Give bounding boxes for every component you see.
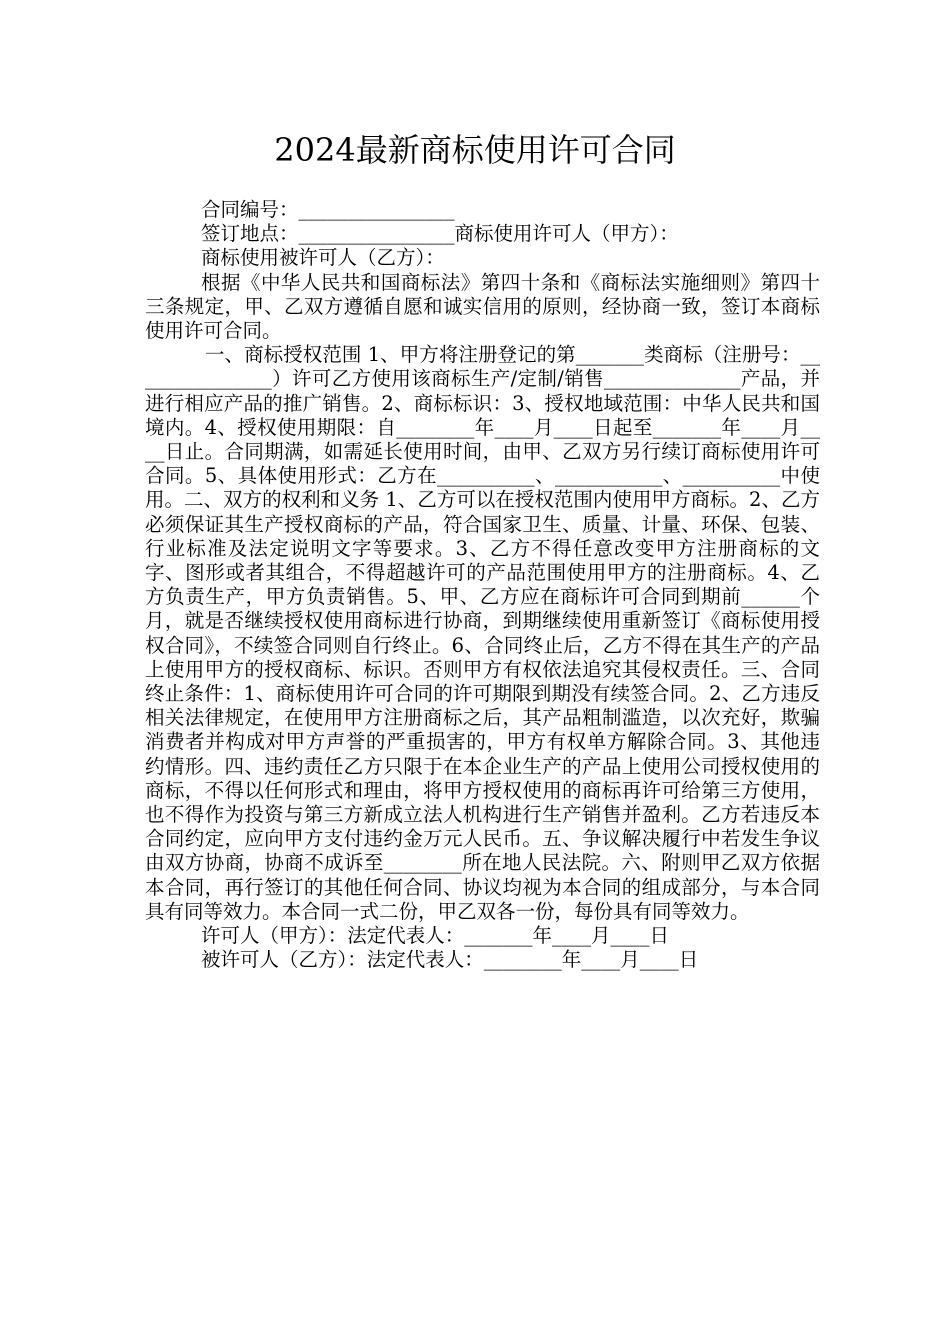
sign-place-line: 签订地点：________________商标使用许可人（甲方）： [201, 222, 679, 246]
document-body [145, 198, 820, 973]
main-body-paragraph: 一、商标授权范围 1、甲方将注册登记的第_______类商标（注册号：_______________）许可乙方使用该商标生产/定制/销售______________产品，并进行相应产品的推广销售。2、商标标识：3、授权地域范围：中华人民共和国境内。4、授权使用期限：自________年____月____日起至_______年____月____日止。合同期满，如需延长使用时间，由甲、乙双方另行续订商标使用许可合同。5、具体使用形式：乙方在__________、___________、__________中使用。二、双方的权利和义务 1、乙方可以在授权范围内使用甲方商标。2、乙方必须保证其生产授权商标的产品，符合国家卫生、质量、计量、环保、包装、行业标准及法定说明文字等要求。3、乙方不得任意改变甲方注册商标的文字、图形或者其组合，不得超越许可的产品范围使用甲方的注册商标。4、乙方负责生产，甲方负责销售。5、甲、乙方应在商标许可合同到期前______个月，就是否继续授权使用商标进行协商，到期继续使用重新签订《商标使用授权合同》，不续签合同则自行终止。6、合同终止后，乙方不得在其生产的产品上使用甲方的授权商标、标识。否则甲方有权依法追究其侵权责任。三、合同终止条件：1、商标使用许可合同的许可期限到期没有续签合同。2、乙方违反相关法律规定，在使用甲方注册商标之后，其产品粗制滥造，以次充好，欺骗消费者并构成对甲方声誉的严重损害的，甲方有权单方解除合同。3、其他违约情形。四、违约责任乙方只限于在本企业生产的产品上使用公司授权使用的商标，不得以任何形式和理由，将甲方授权使用的商标再许可给第三方使用，也不得作为投资与第三方新成立法人机构进行生产销售并盈利。乙方若违反本合同约定，应向甲方支付违约金万元人民币。五、争议解决履行中若发生争议由双方协商，协商不成诉至________所在地人民法院。六、附则甲乙双方依据本合同，再行签订的其他任何合同、协议均视为本合同的组成部分，与本合同具有同等效力。本合同一式二份，甲乙双各一份，每份具有同等效力。 [145, 343, 820, 923]
document-title: 2024最新商标使用许可合同 [274, 131, 676, 169]
preamble-paragraph: 根据《中华人民共和国商标法》第四十条和《商标法实施细则》第四十三条规定，甲、乙双方遵循自愿和诚实信用的原则，经协商一致，签订本商标使用许可合同。 [145, 270, 820, 343]
licensor-signature-line: 许可人（甲方）：法定代表人：_______年____月____日 [201, 924, 670, 948]
contract-number-line: 合同编号：________________ [201, 198, 455, 221]
licensee-signature-line: 被许可人（乙方）：法定代表人：________年____月____日 [201, 948, 699, 972]
licensee-line: 商标使用被许可人（乙方）： [201, 246, 445, 270]
